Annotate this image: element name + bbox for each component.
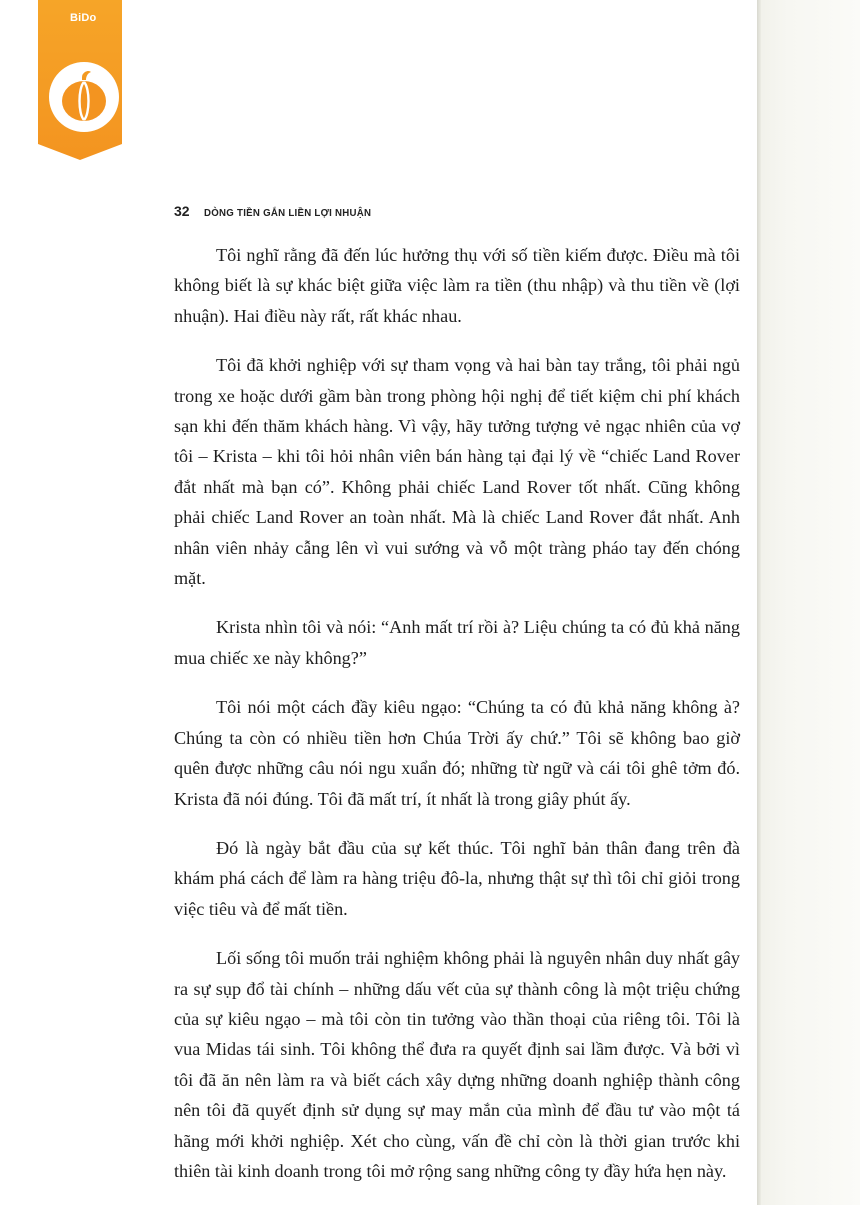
paragraph: Tôi đã khởi nghiệp với sự tham vọng và hai bàn tay trắng, tôi phải ngủ trong xe hoặc dưới gầm bàn trong phòng hội nghị để tiết kiệm chi phí khách sạn khi đến thăm khách hàng. Vì vậy, hãy tưởng tượng vẻ ngạc nhiên của vợ tôi – Krista – khi tôi hỏi nhân viên bán hàng tại đại lý về “chiếc Land Rover đắt nhất mà bạn có”. Không phải chiếc Land Rover tốt nhất. Cũng không phải chiếc Land Rover an toàn nhất. Mà là chiếc Land Rover đắt nhất. Anh nhân viên nhảy cẫng lên vì vui sướng và vỗ một tràng pháo tay đến chóng mặt. bbox=[174, 355, 740, 589]
paragraph: Tôi nói một cách đầy kiêu ngạo: “Chúng ta có đủ khả năng không à? Chúng ta còn có nhiều tiền hơn Chúa Trời ấy chứ.” Tôi sẽ không bao giờ quên được những câu nói ngu xuẩn đó; những từ ngữ và cái tôi ghê tởm đó. Krista đã nói đúng. Tôi đã mất trí, ít nhất là trong giây phút ấy. bbox=[174, 697, 740, 809]
paragraph: Lối sống tôi muốn trải nghiệm không phải là nguyên nhân duy nhất gây ra sự sụp đổ tài chính – những dấu vết của sự thành công là một triệu chứng của sự kiêu ngạo – mà tôi còn tin tưởng vào thần thoại của riêng tôi. Tôi là vua Midas tái sinh. Tôi không thể đưa ra quyết định sai lầm được. Và bởi vì tôi đã ăn nên làm ra và biết cách xây dựng những doanh nghiệp thành công nên tôi đã quyết định sử dụng sự may mắn của mình để đầu tư vào một tá hãng mới khởi nghiệp. Xét cho cùng, vấn đề chỉ còn là thời gian trước khi thiên tài kinh doanh trong tôi mở rộng sang những công ty đầy hứa hẹn này. bbox=[174, 948, 740, 1181]
brand-label: BiDo bbox=[70, 12, 97, 24]
page-number: 32 bbox=[174, 203, 190, 219]
logo-badge bbox=[49, 62, 119, 132]
paragraph: Krista nhìn tôi và nói: “Anh mất trí rồi à? Liệu chúng ta có đủ khả năng mua chiếc xe này không?” bbox=[174, 617, 740, 668]
running-head bbox=[174, 203, 386, 221]
page-edge bbox=[757, 0, 860, 1205]
paragraph: Đó là ngày bắt đầu của sự kết thúc. Tôi nghĩ bản thân đang trên đà khám phá cách để làm ra hàng triệu đô-la, nhưng thật sự thì tôi chỉ giỏi trong việc tiêu và để mất tiền. bbox=[174, 837, 740, 919]
paragraph: Tôi nghĩ rằng đã đến lúc hưởng thụ với số tiền kiếm được. Điều mà tôi không biết là sự khác biệt giữa việc làm ra tiền (thu nhập) và thu tiền về (lợi nhuận). Hai điều này rất, rất khác nhau. bbox=[174, 245, 740, 326]
pumpkin-icon bbox=[59, 70, 109, 124]
body-text bbox=[174, 240, 740, 1205]
chapter-title: DÒNG TIỀN GẮN LIỀN LỢI NHUẬN bbox=[204, 207, 372, 219]
